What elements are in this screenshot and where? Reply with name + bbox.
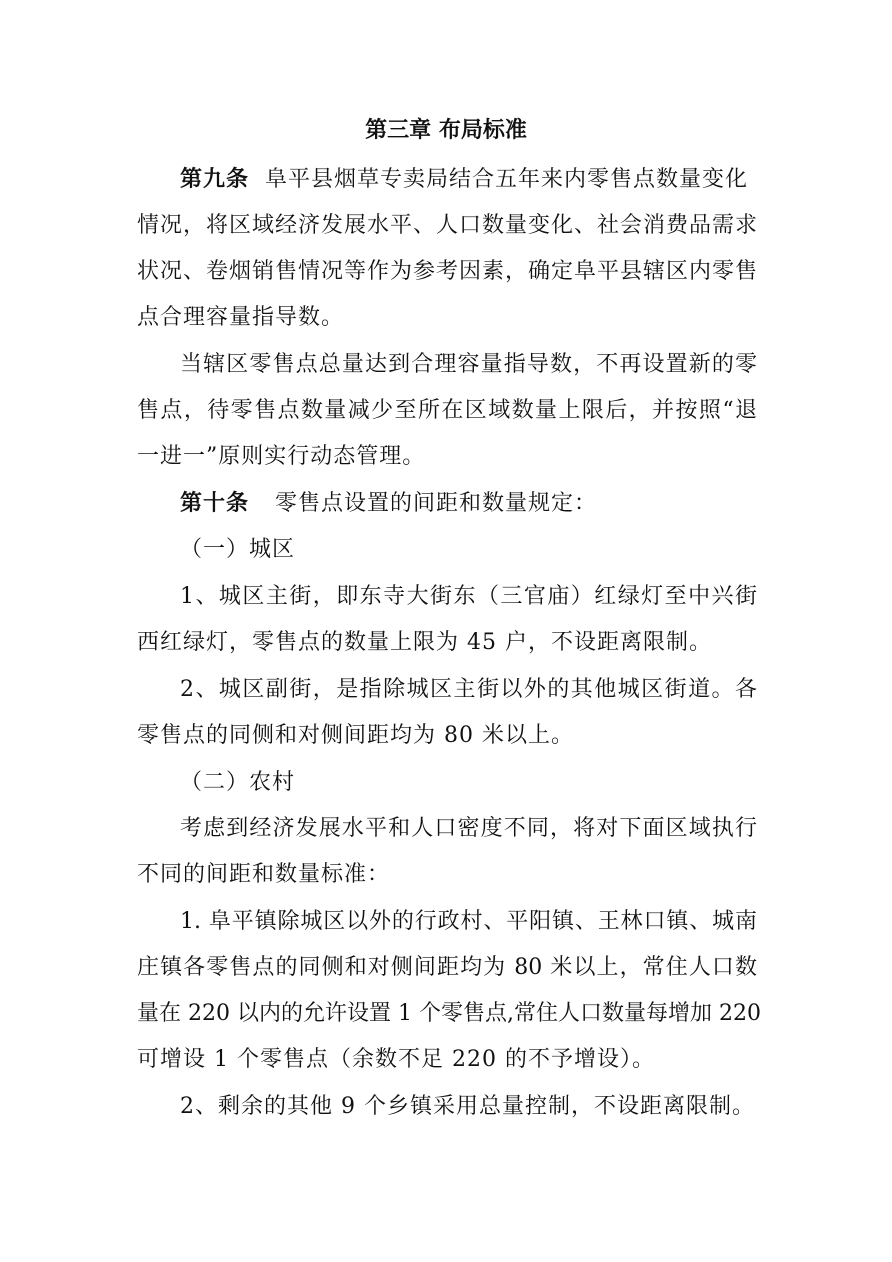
article-9-line-1	[180, 165, 757, 195]
section-urban-heading: （一）城区	[180, 537, 296, 562]
rural-item-1-line-2: 庄镇各零售点的同侧和对侧间距均为 80 米以上，常住人口数	[137, 955, 757, 980]
article-10-label: 第十条	[180, 491, 250, 516]
chapter-heading: 第三章 布局标准	[365, 118, 527, 143]
paragraph-2-line-1: 当辖区零售点总量达到合理容量指导数，不再设置新的零	[180, 352, 757, 377]
article-9-label: 第九条	[180, 167, 250, 192]
rural-item-1-line-3: 量在 220 以内的允许设置 1 个零售点,常住人口数量每增加 220	[137, 1001, 761, 1026]
rural-item-1-line-1: 1. 阜平镇除城区以外的行政村、平阳镇、王林口镇、城南	[180, 909, 757, 934]
rural-item-2-line-1: 2、剩余的其他 9 个乡镇采用总量控制，不设距离限制。	[180, 1094, 755, 1119]
article-9-line-3: 状况、卷烟销售情况等作为参考因素，确定阜平县辖区内零售	[137, 259, 757, 284]
section-rural-heading: （二）农村	[180, 770, 296, 795]
rural-item-1-line-4: 可增设 1 个零售点（余数不足 220 的不予增设）。	[137, 1047, 655, 1072]
article-9-text-1: 阜平县烟草专卖局结合五年来内零售点数量变化	[265, 167, 749, 192]
article-10-line	[180, 489, 757, 519]
urban-item-1-line-1: 1、城区主街，即东寺大街东（三官庙）红绿灯至中兴街	[180, 584, 757, 609]
paragraph-2-line-2: 售点，待零售点数量减少至所在区域数量上限后，并按照“退	[137, 398, 757, 423]
paragraph-2-line-3: 一进一”原则实行动态管理。	[137, 444, 426, 469]
article-10-text: 零售点设置的间距和数量规定：	[275, 491, 598, 516]
article-9-line-4: 点合理容量指导数。	[137, 305, 345, 330]
urban-item-2-line-1: 2、城区副街，是指除城区主街以外的其他城区街道。各	[180, 677, 757, 702]
rural-intro-line-2: 不同的间距和数量标准：	[137, 862, 391, 887]
urban-item-2-line-2: 零售点的同侧和对侧间距均为 80 米以上。	[137, 723, 574, 748]
rural-intro-line-1: 考虑到经济发展水平和人口密度不同，将对下面区域执行	[180, 816, 757, 841]
urban-item-1-line-2: 西红绿灯，零售点的数量上限为 45 户，不设距离限制。	[137, 630, 712, 655]
article-9-line-2: 情况，将区域经济发展水平、人口数量变化、社会消费品需求	[137, 213, 757, 238]
